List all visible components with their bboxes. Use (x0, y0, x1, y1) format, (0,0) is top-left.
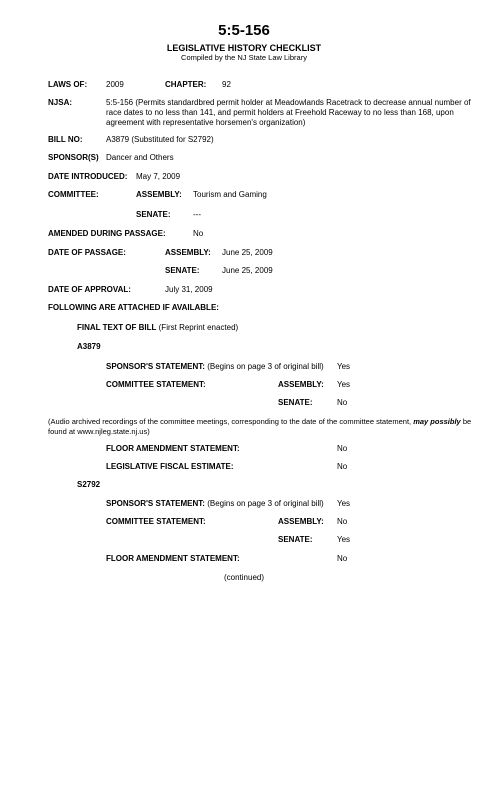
compiled-by: Compiled by the NJ State Law Library (181, 53, 307, 62)
audio-note-part2: be found at www.njleg.state.nj.us) (48, 417, 472, 436)
s2792-sponsor-value: Yes (337, 499, 351, 508)
date-introduced-value: May 7, 2009 (136, 172, 181, 181)
a3879-heading: A3879 (77, 342, 101, 351)
approval-value: July 31, 2009 (165, 285, 213, 294)
sponsors-value: Dancer and Others (106, 153, 174, 162)
a3879-senate-label: SENATE: (278, 398, 313, 407)
committee-assembly-value: Tourism and Gaming (193, 190, 267, 199)
final-text-line (77, 323, 238, 333)
a3879-floor-label: FLOOR AMENDMENT STATEMENT: (106, 444, 240, 453)
a3879-assembly-value: Yes (337, 380, 351, 389)
amended-label: AMENDED DURING PASSAGE: (48, 229, 166, 238)
document-subtitle: LEGISLATIVE HISTORY CHECKLIST (166, 43, 322, 53)
a3879-floor-value: No (337, 444, 348, 453)
passage-senate-label: SENATE: (165, 266, 200, 275)
laws-of-label: LAWS OF: (48, 80, 88, 89)
final-text-label: FINAL TEXT OF BILL (77, 323, 157, 332)
a3879-sponsor-line (106, 362, 324, 372)
passage-assembly-value: June 25, 2009 (222, 248, 273, 257)
a3879-committee-label: COMMITTEE STATEMENT: (106, 380, 206, 389)
audio-note-part1: (Audio archived recordings of the committee meetings, corresponding to the date of the committee statement, (48, 417, 414, 426)
s2792-assembly-label: ASSEMBLY: (278, 517, 324, 526)
audio-note-emphasis: may possibly (413, 417, 461, 426)
a3879-assembly-label: ASSEMBLY: (278, 380, 324, 389)
final-text-value: (First Reprint enacted) (158, 323, 239, 332)
bill-no-label: BILL NO: (48, 135, 83, 144)
date-introduced-label: DATE INTRODUCED: (48, 172, 128, 181)
s2792-committee-label: COMMITTEE STATEMENT: (106, 517, 206, 526)
committee-senate-label: SENATE: (136, 210, 171, 219)
a3879-senate-value: No (337, 398, 348, 407)
committee-senate-value: --- (193, 210, 201, 219)
s2792-floor-label: FLOOR AMENDMENT STATEMENT: (106, 554, 240, 563)
approval-label: DATE OF APPROVAL: (48, 285, 131, 294)
document-title: 5:5-156 (218, 22, 270, 39)
audio-archive-note (48, 417, 478, 436)
s2792-sponsor-note: (Begins on page 3 of original bill) (207, 499, 324, 508)
attached-heading: FOLLOWING ARE ATTACHED IF AVAILABLE: (48, 303, 219, 312)
committee-assembly-label: ASSEMBLY: (136, 190, 182, 199)
s2792-sponsor-line (106, 499, 324, 509)
chapter-value: 92 (222, 80, 231, 89)
passage-label: DATE OF PASSAGE: (48, 248, 126, 257)
chapter-label: CHAPTER: (165, 80, 207, 89)
laws-of-value: 2009 (106, 80, 124, 89)
s2792-floor-value: No (337, 554, 348, 563)
a3879-sponsor-label: SPONSOR'S STATEMENT: (106, 362, 205, 371)
passage-assembly-label: ASSEMBLY: (165, 248, 211, 257)
sponsors-label: SPONSOR(S) (48, 153, 99, 162)
a3879-sponsor-note: (Begins on page 3 of original bill) (207, 362, 324, 371)
a3879-fiscal-value: No (337, 462, 348, 471)
s2792-senate-label: SENATE: (278, 535, 313, 544)
committee-label: COMMITTEE: (48, 190, 99, 199)
a3879-fiscal-label: LEGISLATIVE FISCAL ESTIMATE: (106, 462, 234, 471)
a3879-sponsor-value: Yes (337, 362, 351, 371)
bill-no-value: A3879 (Substituted for S2792) (106, 135, 214, 144)
s2792-sponsor-label: SPONSOR'S STATEMENT: (106, 499, 205, 508)
s2792-senate-value: Yes (337, 535, 351, 544)
passage-senate-value: June 25, 2009 (222, 266, 273, 275)
njsa-label: NJSA: (48, 98, 73, 107)
njsa-value: 5:5-156 (Permits standardbred permit holder at Meadowlands Racetrack to decrease annual number of race dates to no less than 141, and permit holders at Freehold Raceway to no less than 168, upon agreement with representative horsemen's organization) (106, 98, 471, 127)
s2792-assembly-value: No (337, 517, 348, 526)
continued-note: (continued) (223, 573, 265, 582)
amended-value: No (193, 229, 204, 238)
s2792-heading: S2792 (77, 480, 101, 489)
